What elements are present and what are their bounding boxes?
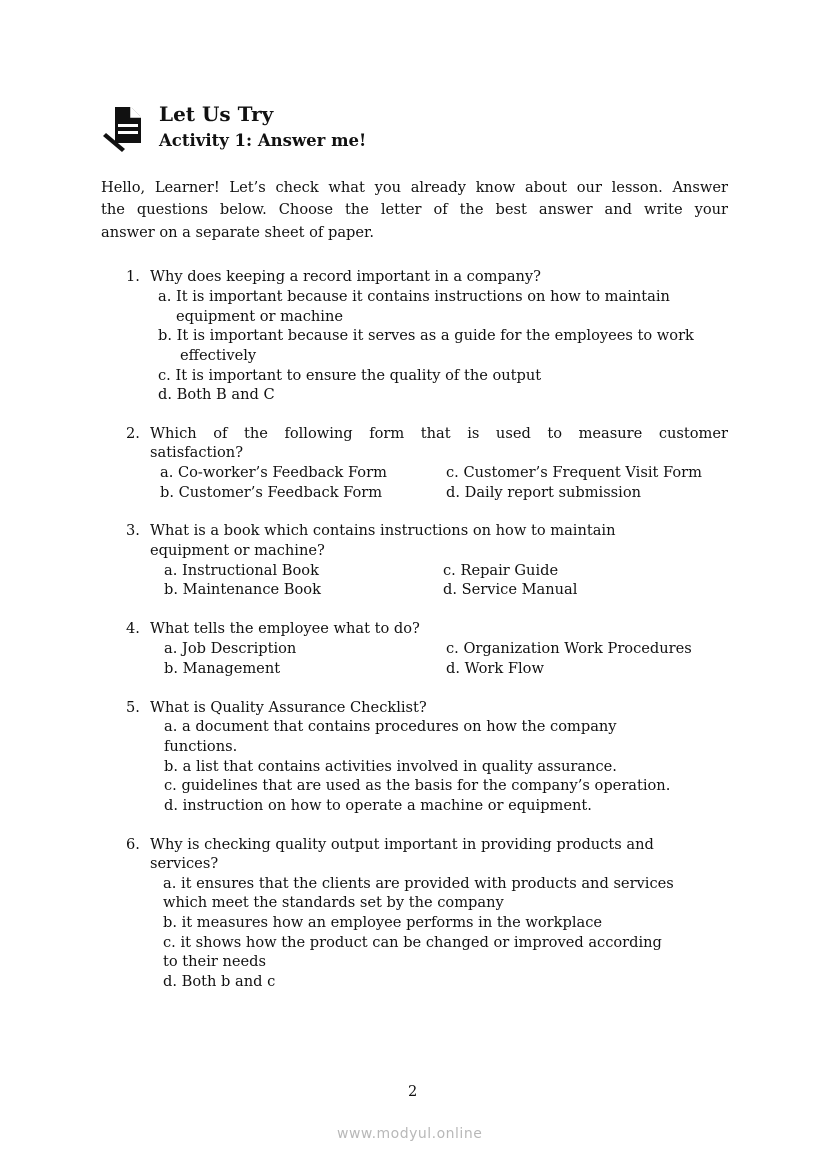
option-d: d. Daily report submission [446,484,642,501]
question-text: Why is checking quality output important in providing products and [150,836,654,853]
option-b: b. Customer’s Feedback Form [160,484,383,501]
option-d: d. instruction on how to operate a machine or equipment. [164,797,592,814]
option-c: c. Organization Work Procedures [446,640,692,657]
question-number: 3. [126,522,140,539]
question-text: Why does keeping a record important in a company? [150,268,541,285]
option-b-cont: effectively [180,347,257,364]
option-a: a. a document that contains procedures on how the company [164,718,617,735]
option-a: a. Co-worker’s Feedback Form [160,464,387,481]
option-c: c. guidelines that are used as the basis for the company’s operation. [164,777,671,794]
option-c: c. It is important to ensure the quality of the output [158,367,542,384]
question-number: 2. [126,425,140,442]
option-c: c. Repair Guide [443,562,559,579]
question-text: What is Quality Assurance Checklist? [150,699,427,716]
option-a: a. Job Description [164,640,297,657]
question-text: Which of the following form that is used to measure customer [150,425,728,442]
option-d: d. Service Manual [443,581,578,598]
question-text-cont: services? [150,855,219,872]
document-pencil-icon [103,105,147,153]
option-d: d. Both B and C [158,386,275,403]
page-number: 2 [408,1083,418,1100]
question-number: 5. [126,699,140,716]
option-a: a. it ensures that the clients are provided with products and services [163,875,674,892]
question-text-cont: equipment or machine? [150,542,325,559]
option-b: b. Management [164,660,281,677]
question-text: What tells the employee what to do? [150,620,420,637]
option-b: b. Maintenance Book [164,581,321,598]
intro-line: Hello, Learner! Let’s check what you already know about our lesson. Answer [101,179,728,196]
option-a-cont: which meet the standards set by the company [163,894,504,911]
question-number: 1. [126,268,140,285]
option-d: d. Work Flow [446,660,544,677]
option-c: c. it shows how the product can be changed or improved according [163,934,662,951]
option-b: b. It is important because it serves as a guide for the employees to work [158,327,694,344]
question-number: 4. [126,620,140,637]
option-d: d. Both b and c [163,973,276,990]
section-title: Let Us Try [159,102,274,126]
question-text: What is a book which contains instructions on how to maintain [150,522,616,539]
option-c: c. Customer’s Frequent Visit Form [446,464,702,481]
intro-line: the questions below. Choose the letter of the best answer and write your [101,201,728,218]
watermark: www.modyul.online [337,1126,483,1142]
option-a-cont: equipment or machine [176,308,343,325]
intro-line: answer on a separate sheet of paper. [101,224,375,241]
option-b: b. it measures how an employee performs in the workplace [163,914,603,931]
option-a: a. It is important because it contains instructions on how to maintain [158,288,670,305]
activity-title: Activity 1: Answer me! [159,131,367,150]
option-a-cont: functions. [164,738,238,755]
question-number: 6. [126,836,140,853]
option-b: b. a list that contains activities involved in quality assurance. [164,758,617,775]
option-a: a. Instructional Book [164,562,319,579]
option-c-cont: to their needs [163,953,266,970]
question-text-cont: satisfaction? [150,444,244,461]
